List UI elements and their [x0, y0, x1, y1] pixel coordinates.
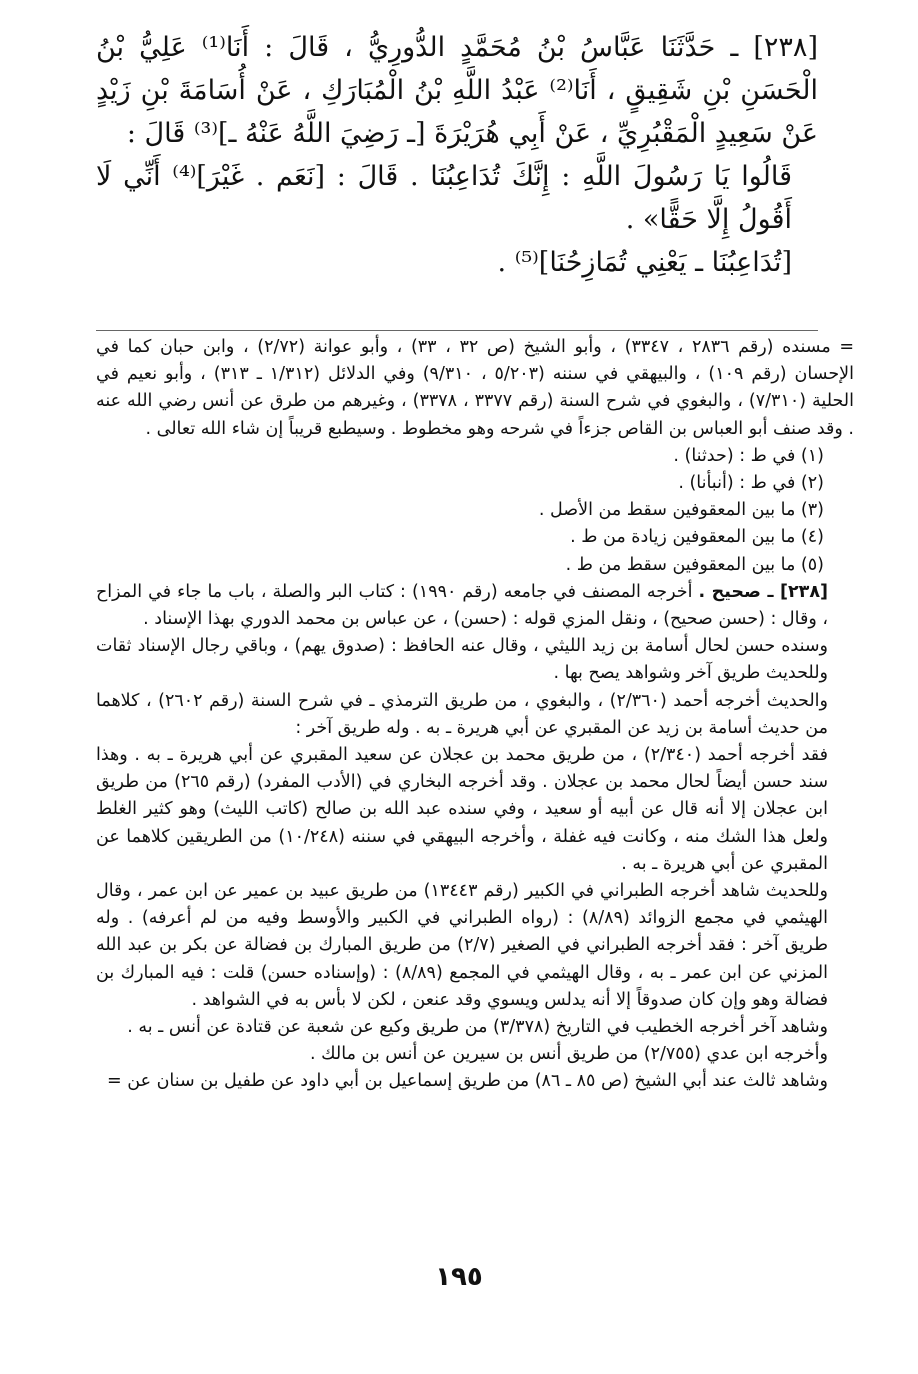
- footnotes-block: [96, 334, 854, 1096]
- takhrij-paragraph-1: [96, 579, 854, 633]
- takhrij-paragraph-4: فقد أخرجه أحمد (٢/٣٤٠) ، من طريق محمد بن عجلان عن سعيد المقبري عن أبي هريرة ـ به . وهذا سند حسن أيضاً لحال محمد بن عجلان . وقد أخرجه البخاري في (الأدب المفرد) (رقم ٢٦٥) من طريق ابن عجلان إلا أنه قال عن أبيه أو سعيد ، وفي سنده عبد الله بن صالح (كاتب الليث) وهو كثير الغلط ولعل هذا الشك منه ، وكانت فيه غفلة ، وأخرجه البيهقي في سننه (١٠/٢٤٨) من الطريقين كلاهما عن المقبري عن أبي هريرة ـ به .: [96, 745, 829, 874]
- takhrij-paragraph-2: وسنده حسن لحال أسامة بن زيد الليثي ، وقال عنه الحافظ : (صدوق يهم) ، وباقي رجال الإسناد ثقات وللحديث طريق آخر وشواهد يصح بها .: [96, 636, 828, 684]
- footnote-5: (٥) ما بين المعقوفين سقط من ط .: [565, 554, 824, 575]
- takhrij-paragraph-7: وأخرجه ابن عدي (٢/٧٥٥) من طريق أنس بن سيرين عن أنس بن مالك .: [310, 1044, 828, 1065]
- footnote-3: (٣) ما بين المعقوفين سقط من الأصل .: [538, 500, 824, 521]
- footnote-2: (٢) في ط : (أنبأنا) .: [678, 473, 824, 494]
- hadith-grade-label: [٢٣٨] ـ صحيح .: [698, 581, 829, 602]
- footnote-divider: [96, 330, 818, 331]
- takhrij-text-1: أخرجه المصنف في جامعه (رقم ١٩٩٠) : كتاب البر والصلة ، باب ما جاء في المزاح ، وقال : (حسن صحيح) ، ونقل المزي قوله : (حسن) ، عن عباس بن محمد الدوري بهذا الإسناد .: [96, 581, 828, 630]
- footnote-4: (٤) ما بين المعقوفين زيادة من ط .: [570, 527, 824, 548]
- hadith-matn-paragraph: قَالُوا يَا رَسُولَ اللَّهِ : إِنَّكَ تُدَاعِبُنَا . قَالَ : [نَعَم . غَيْرَ]⁽⁴⁾ أَنِّي لَا أَقُولُ إِلَّا حَقًّا» .: [96, 161, 793, 235]
- takhrij-paragraph-5: وللحديث شاهد أخرجه الطبراني في الكبير (رقم ١٣٤٤٣) من طريق عبيد بن عمير عن ابن عمر ، وقال الهيثمي في مجمع الزوائد (٨/٨٩) : (رواه الطبراني في الكبير والأوسط وفيه من لم أعرفه) . وله طريق آخر : فقد أخرجه الطبراني في الصغير (٢/٧) من طريق المبارك بن فضالة عن بكر بن عبد الله المزني عن ابن عمر ـ به ، وقال الهيثمي في المجمع (٨/٨٩) : (وإسناده حسن) قلت : فيه المبارك بن فضالة وهو وإن كان صدوقاً إلا أنه يدلس ويسوي وقد عنعن ، لكن لا بأس به في الشواهد .: [96, 881, 829, 1010]
- page-number: ١٩٥: [435, 1262, 483, 1292]
- hadith-gloss-paragraph: [تُدَاعِبُنَا ـ يَعْنِي تُمَازِحُنَا]⁽⁵⁾ .: [497, 247, 792, 278]
- footnote-1: (١) في ط : (حدثنا) .: [673, 445, 824, 466]
- footnote-continuation: = مسنده (رقم ٢٨٣٦ ، ٣٣٤٧) ، وأبو الشيخ (ص ٣٢ ، ٣٣) ، وأبو عوانة (٢/٧٢) ، وابن حبان كما في الإحسان (رقم ١٠٩) ، والبيهقي في سننه (٥/٢٠٣ ، ٩/٣١٠) وفي الدلائل (١/٣١٢ ـ ٣١٣) ، وأبو نعيم في الحلية (٧/٣١٠) ، والبغوي في شرح السنة (رقم ٣٣٧٧ ، ٣٣٧٨) ، وغيرهم من طرق عن أنس رضي الله عنه . وقد صنف أبو العباس بن القاص جزءاً في شرحه وهو مخطوط . وسيطبع قريباً إن شاء الله تعالى .: [96, 337, 854, 439]
- hadith-text-block: [96, 26, 818, 284]
- takhrij-paragraph-6: وشاهد آخر أخرجه الخطيب في التاريخ (٣/٣٧٨) من طريق وكيع عن شعبة عن قتادة عن أنس ـ به .: [127, 1017, 828, 1038]
- takhrij-paragraph-8: وشاهد ثالث عند أبي الشيخ (ص ٨٥ ـ ٨٦) من طريق إسماعيل بن أبي داود عن طفيل بن سنان عن =: [107, 1071, 828, 1092]
- hadith-isnad-paragraph: [٢٣٨] ـ حَدَّثَنَا عَبَّاسُ بْنُ مُحَمَّدٍ الدُّورِيُّ ، قَالَ : أَنَا⁽¹⁾ عَلِيُّ بْنُ الْحَسَنِ بْنِ شَقِيقٍ ، أَنَا⁽²⁾ عَبْدُ اللَّهِ بْنُ الْمُبَارَكِ ، عَنْ أُسَامَةَ بْنِ زَيْدٍ عَنْ سَعِيدٍ الْمَقْبُرِيِّ ، عَنْ أَبِي هُرَيْرَةَ [ـ رَضِيَ اللَّهُ عَنْهُ ـ]⁽³⁾ قَالَ :: [96, 32, 818, 149]
- takhrij-paragraph-3: والحديث أخرجه أحمد (٢/٣٦٠) ، والبغوي ، من طريق الترمذي ـ في شرح السنة (رقم ٢٦٠٢) ، كلاهما من حديث أسامة بن زيد عن المقبري عن أبي هريرة ـ به . وله طريق آخر :: [96, 690, 828, 738]
